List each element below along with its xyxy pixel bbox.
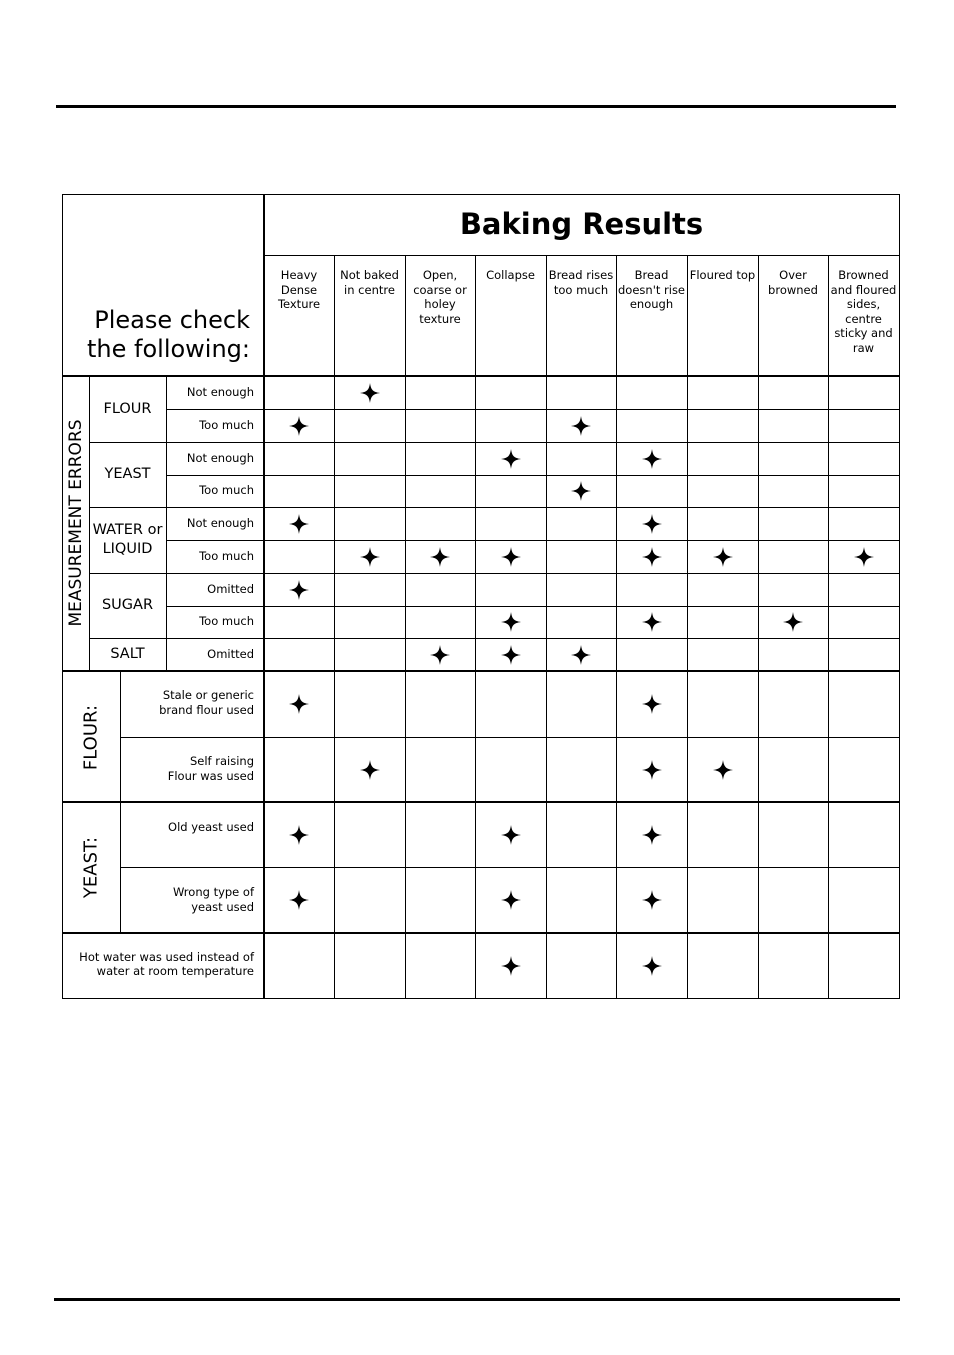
star-icon <box>713 760 733 780</box>
grid-line <box>264 475 899 476</box>
column-header: Browned and floured sides, centre sticky and raw <box>830 268 897 355</box>
check-prompt: Please check the following: <box>87 306 250 363</box>
grid-line <box>264 638 899 639</box>
grid-line <box>264 442 899 443</box>
star-icon <box>854 547 874 567</box>
star-icon <box>571 481 591 501</box>
column-header: Floured top <box>689 268 756 282</box>
issue-label: Too much <box>199 417 254 432</box>
ingredient-label: SUGAR <box>101 597 154 613</box>
issue-label: Not enough <box>186 384 254 399</box>
grid-line <box>264 867 899 868</box>
star-icon <box>642 612 662 632</box>
grid-line <box>758 255 759 998</box>
star-icon <box>642 547 662 567</box>
star-icon <box>289 580 309 600</box>
group-label-flour: FLOUR: <box>80 704 102 771</box>
star-icon <box>571 416 591 436</box>
grid-line <box>264 409 899 410</box>
column-header: Bread doesn't rise enough <box>618 268 686 311</box>
issue-label: Omitted <box>207 646 254 661</box>
grid-line <box>405 255 406 998</box>
star-icon <box>360 383 380 403</box>
issue-label: Not enough <box>186 515 254 530</box>
star-icon <box>642 514 662 534</box>
grid-line <box>475 255 476 998</box>
issue-label: Too much <box>199 548 254 563</box>
column-header: Heavy Dense Texture <box>277 268 321 311</box>
issue-label: Too much <box>199 483 254 498</box>
group-label-measurement-errors: MEASUREMENT ERRORS <box>66 419 86 627</box>
star-icon <box>360 760 380 780</box>
star-icon <box>501 612 521 632</box>
table-title: Baking Results <box>459 207 704 241</box>
issue-label: Stale or generic brand flour used <box>159 688 254 717</box>
issue-label: Too much <box>199 614 254 629</box>
grid-line <box>264 540 899 541</box>
column-header: Over browned <box>768 268 818 297</box>
issue-label: Self raising Flour was used <box>167 754 254 783</box>
star-icon <box>783 612 803 632</box>
grid-line <box>264 573 899 574</box>
group-label-yeast: YEAST: <box>80 836 102 899</box>
grid-line <box>334 255 335 998</box>
star-icon <box>289 416 309 436</box>
column-header: Bread rises too much <box>548 268 614 297</box>
star-icon <box>642 449 662 469</box>
grid-line <box>616 255 617 998</box>
issue-label: Hot water was used instead of water at room temperature <box>79 950 254 978</box>
grid-line <box>264 255 899 256</box>
issue-label: Not enough <box>186 450 254 465</box>
star-icon <box>501 645 521 665</box>
column-header: Not baked in centre <box>340 268 399 297</box>
star-icon <box>360 547 380 567</box>
ingredient-label: SALT <box>110 646 145 662</box>
issue-label: Old yeast used <box>168 820 254 834</box>
ingredient-label: FLOUR <box>103 400 152 417</box>
star-icon <box>642 760 662 780</box>
grid-line <box>264 507 899 508</box>
top-rule <box>56 105 896 108</box>
column-header: Open, coarse or holey texture <box>413 268 467 326</box>
star-icon <box>289 890 309 910</box>
star-icon <box>501 547 521 567</box>
star-icon <box>642 694 662 714</box>
star-icon <box>501 449 521 469</box>
star-icon <box>430 547 450 567</box>
issue-label: Wrong type of yeast used <box>172 885 254 914</box>
column-header: Collapse <box>486 268 535 282</box>
grid-line <box>828 255 829 998</box>
star-icon <box>501 825 521 845</box>
issue-label: Omitted <box>207 581 254 596</box>
star-icon <box>642 825 662 845</box>
star-icon <box>430 645 450 665</box>
star-icon <box>642 890 662 910</box>
star-icon <box>501 956 521 976</box>
bottom-rule <box>54 1298 900 1301</box>
star-icon <box>289 514 309 534</box>
ingredient-label: YEAST <box>104 466 151 482</box>
ingredient-label: WATER or LIQUID <box>92 522 163 557</box>
star-icon <box>642 956 662 976</box>
grid-line <box>687 255 688 998</box>
grid-line <box>264 606 899 607</box>
star-icon <box>501 890 521 910</box>
grid-line <box>264 737 899 738</box>
grid-line <box>546 255 547 998</box>
star-icon <box>571 645 591 665</box>
star-icon <box>289 825 309 845</box>
star-icon <box>289 694 309 714</box>
star-icon <box>713 547 733 567</box>
